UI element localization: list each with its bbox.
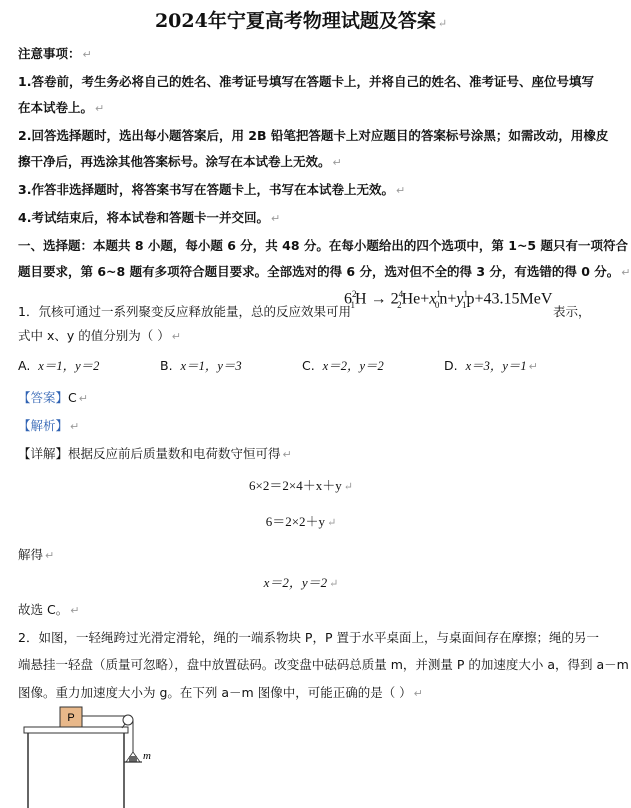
q1-detail: 【详解】根据反应前后质量数和电荷数守恒可得 ↵: [18, 446, 292, 461]
q1-stem: 1．氘核可通过一系列聚变反应释放能量，总的反应效果可用: [18, 304, 351, 319]
q2-stem: 图像。重力加速度大小为 g。在下列 a－m 图像中，可能正确的是（ ） ↵: [18, 685, 423, 700]
pulley-diagram: [18, 704, 168, 808]
section-header: 一、选择题：本题共 8 小题，每小题 6 分，共 48 分。在每小题给出的四个选项中，第 1~5 题只有一项符合: [18, 238, 628, 253]
section-header: 题目要求，第 6~8 题有多项符合题目要求。全部选对的得 6 分，选对但不全的得 3 分，有选错的得 0 分。 ↵: [18, 264, 631, 279]
fusion-formula: $6^2_1H \to 2^4_2He+x^1_0n+y^1_1p+43.15MeV$: [344, 289, 553, 310]
document-title: 2024年宁夏高考物理试题及答案 ↵: [154, 10, 448, 32]
notice-item: 4.考试结束后，将本试卷和答题卡一并交回。 ↵: [18, 210, 281, 225]
result-equation: x＝2，y＝2 ↵: [263, 575, 339, 590]
notice-item: 3.作答非选择题时，将答案书写在答题卡上，书写在本试卷上无效。 ↵: [18, 182, 406, 197]
q1-analysis-label: 【解析】 ↵: [18, 418, 80, 433]
q2-stem: 2．如图，一轻绳跨过光滑定滑轮，绳的一端系物块 P，P 置于水平桌面上，与桌面间存在摩擦；绳的另一: [18, 630, 599, 645]
q1-stem: 式中 x、y 的值分别为（ ） ↵: [18, 328, 181, 343]
mass-label: m: [143, 750, 151, 762]
table-top: [24, 727, 128, 733]
conclusion: 故选 C。 ↵: [18, 602, 80, 617]
pulley: [123, 715, 133, 725]
q1-answer: 【答案】C ↵: [18, 390, 88, 405]
notice-item: 1.答卷前，考生务必将自己的姓名、准考证号填写在答题卡上，并将自己的姓名、准考证号、座位号填写: [18, 74, 594, 89]
q2-stem: 端悬挂一轻盘（质量可忽略），盘中放置砝码。改变盘中砝码总质量 m，并测量 P 的加速度大小 a，得到 a－m: [18, 657, 629, 672]
q1-stem-end: 表示，: [553, 304, 591, 319]
weight: [129, 756, 137, 762]
solve-label: 解得 ↵: [18, 547, 55, 562]
notice-heading: 注意事项： ↵: [18, 46, 92, 61]
notice-item: 在本试卷上。 ↵: [18, 100, 105, 115]
q1-option-a: A. x＝1，y＝2: [18, 358, 100, 373]
q1-option-d: D. x＝3，y＝1 ↵: [444, 358, 538, 373]
block-p-label: P: [67, 712, 75, 724]
notice-item: 擦干净后，再选涂其他答案标号。涂写在本试卷上无效。 ↵: [18, 154, 342, 169]
notice-item: 2.回答选择题时，选出每小题答案后，用 2B 铅笔把答题卡上对应题目的答案标号涂黑；如需改动，用橡皮: [18, 128, 609, 143]
q1-option-b: B. x＝1，y＝3: [160, 358, 242, 373]
equation-1: 6×2＝2×4＋x＋y ↵: [249, 478, 353, 493]
q1-option-c: C. x＝2，y＝2: [302, 358, 384, 373]
equation-2: 6＝2×2＋y ↵: [265, 514, 337, 529]
